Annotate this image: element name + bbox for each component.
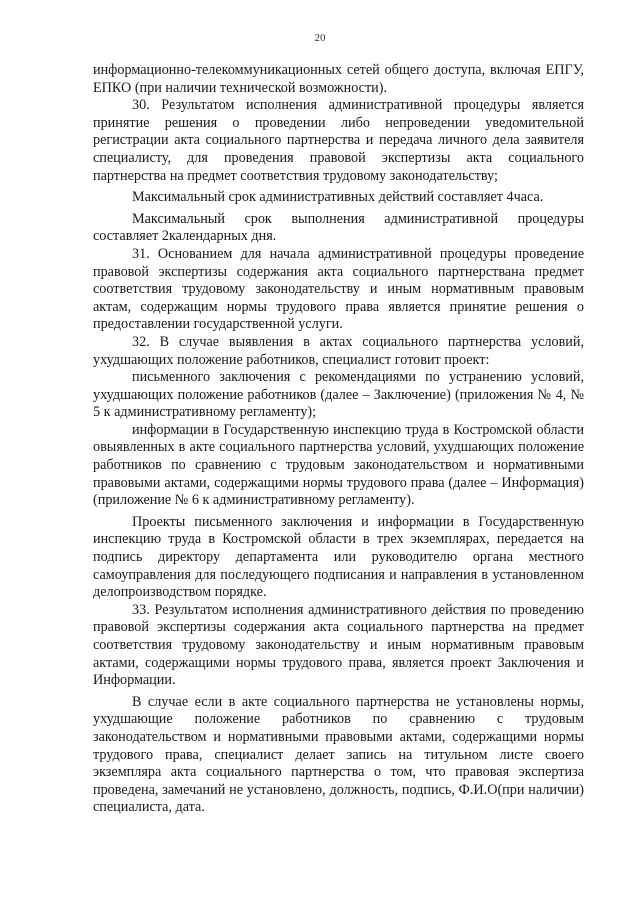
- document-body: [93, 62, 584, 817]
- paragraph-drafts-signature: Проекты письменного заключения и информации в Государственную инспекцию труда в Костромской области в трех экземплярах, передается на подпись директору департамента или руководителю органа местного самоуправления для последующего подписания и направления в установленном делопроизводством порядке.: [93, 513, 584, 601]
- paragraph-max-action-time: Максимальный срок административных действий составляет 4часа.: [132, 189, 544, 206]
- page-number: 20: [314, 32, 326, 44]
- paragraph-item-32: 32. В случае выявления в актах социального партнерства условий, ухудшающих положение работников, специалист готовит проект:: [93, 333, 584, 368]
- paragraph-information-inspection: информации в Государственную инспекцию труда в Костромской области овыявленных в акте социального партнерства условий, ухудшающих положение работников по сравнению с трудовым законодательством и нормативными правовыми актами, содержащими нормы трудового права (далее – Информация) (приложение № 6 к административному регламенту).: [93, 421, 584, 509]
- paragraph-max-procedure-time: Максимальный срок выполнения административной процедуры составляет 2календарных дня.: [93, 210, 584, 245]
- paragraph-item-33: 33. Результатом исполнения административного действия по проведению правовой экспертизы содержания акта социального партнерства на предмет соответствия трудовому законодательству и иным нормативным правовым актами, содержащими нормы трудового права, является проект Заключения и Информации.: [93, 601, 584, 689]
- paragraph-continuation: информационно-телекоммуникационных сетей общего доступа, включая ЕПГУ, ЕПКО (при наличии технической возможности).: [93, 62, 584, 96]
- paragraph-no-violations: В случае если в акте социального партнерства не установлены нормы, ухудшающие положение работников по сравнению с трудовым законодательством и нормативными правовыми актами, содержащими нормы трудового права, специалист делает запись на титульном листе своего экземпляра акта социального партнерства о том, что правовая экспертиза проведена, замечаний не установлено, должность, подпись, Ф.И.О(при наличии) специалиста, дата.: [93, 693, 584, 816]
- paragraph-item-30: 30. Результатом исполнения административной процедуры является принятие решения о проведении либо непроведении уведомительной регистрации акта социального партнерства и передача личного дела заявителя специалисту, для проведения правовой экспертизы акта социального партнерства на предмет соответствия трудовому законодательству;: [93, 97, 584, 184]
- paragraph-item-31: 31. Основанием для начала административной процедуры проведение правовой экспертизы содержания акта социального партнерствана предмет соответствия трудовому законодательству и иным нормативным правовым актам, содержащим нормы трудового права является принятие решения о предоставлении государственной услуги.: [93, 245, 584, 333]
- paragraph-written-conclusion: письменного заключения с рекомендациями по устранению условий, ухудшающих положение работников (далее – Заключение) (приложения № 4, № 5 к административному регламенту);: [93, 369, 584, 421]
